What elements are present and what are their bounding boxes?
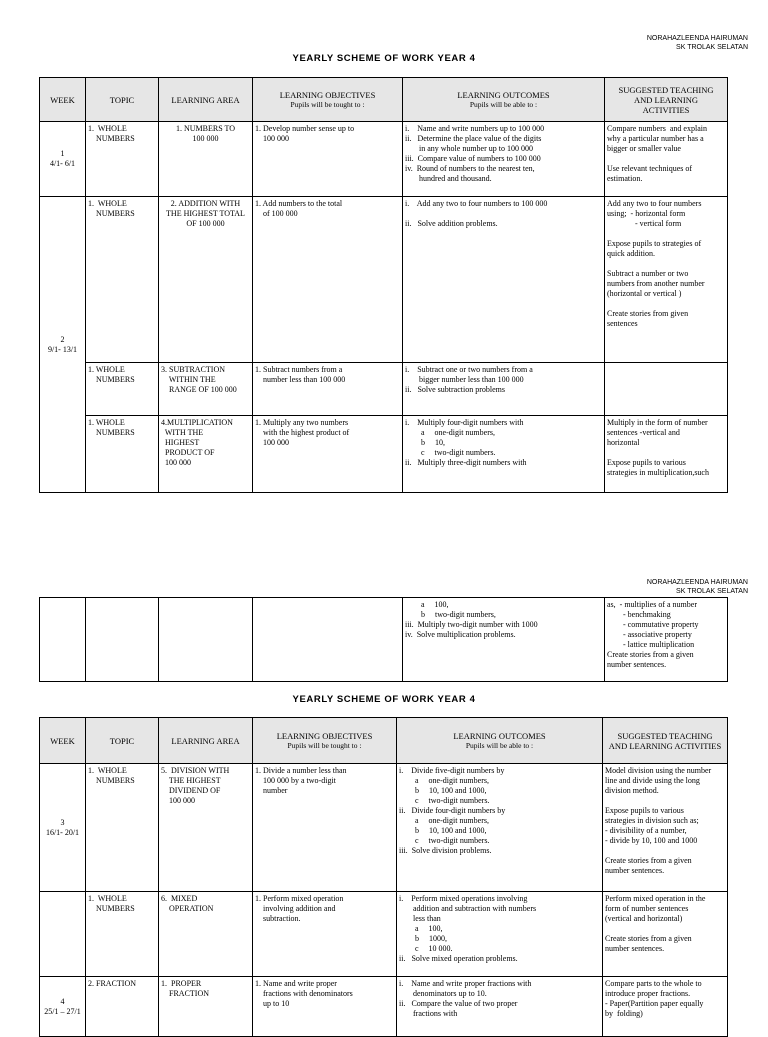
header-activities: SUGGESTED TEACHING AND LEARNING ACTIVITIES [605,78,728,122]
topic-cell: 1. WHOLE NUMBERS [86,122,159,197]
outcomes-cell: i. Name and write numbers up to 100 000 ii. Determine the place value of the digits in any whole number up to 100 000 iii. Compare value of numbers to 100 000 iv. Round of numbers to the nearest ten, hundred and thousand. [403,122,605,197]
objectives-cell [253,598,403,682]
header-week: WEEK [40,78,86,122]
scheme-table-2 [39,717,728,1037]
table-header-row [40,78,728,122]
activities-cell: Perform mixed operation in the form of number sentences (vertical and horizontal) Create stories from a given number sentences. [603,892,728,977]
activities-cell: Compare parts to the whole to introduce proper fractions. - Paper(Partition paper equally by folding) [603,977,728,1037]
learning-area-cell: 4.MULTIPLICATION WITH THE HIGHEST PRODUCT OF 100 000 [159,416,253,493]
scheme-table-1 [39,77,728,493]
header-activities: SUGGESTED TEACHING AND LEARNING ACTIVITIES [603,718,728,764]
objectives-cell: 1. Develop number sense up to 100 000 [253,122,403,197]
activities-cell [605,363,728,416]
topic-cell: 1. WHOLE NUMBERS [86,416,159,493]
header-topic: TOPIC [86,78,159,122]
activities-cell: Compare numbers and explain why a particular number has a bigger or smaller value Use relevant techniques of estimation. [605,122,728,197]
header-topic: TOPIC [86,718,159,764]
header-learning-area: LEARNING AREA [159,718,253,764]
learning-area-cell: 3. SUBTRACTION WITHIN THE RANGE OF 100 000 [159,363,253,416]
table-row [40,363,728,416]
page-title: YEARLY SCHEME OF WORK YEAR 4 [292,53,476,64]
week-cell: 3 16/1- 20/1 [40,764,86,892]
topic-cell: 1. WHOLE NUMBERS [86,892,159,977]
learning-area-cell: 6. MIXED OPERATION [159,892,253,977]
header-objectives [253,78,403,122]
week-cell: 4 25/1 – 27/1 [40,977,86,1037]
table-row [40,977,728,1037]
header-outcomes-sub: Pupils will be able to : [465,740,534,750]
activities-cell: Add any two to four numbers using; - horizontal form - vertical form Expose pupils to strategies of quick addition. Subtract a number or two numbers from another number (horizontal or vertical ) Create stories from given sentences [605,197,728,363]
table-row [40,764,728,892]
activities-cell: as, - multiplies of a number - benchmaking - commutative property - associative property - lattice multiplication Create stories from a given number sentences. [605,598,728,682]
header-objectives-sub: Pupils will be tought to : [287,740,362,750]
header-week: WEEK [40,718,86,764]
learning-area-cell: 1. NUMBERS TO 100 000 [159,122,253,197]
objectives-cell: 1. Multiply any two numbers with the highest product of 100 000 [253,416,403,493]
table-row [40,598,728,682]
header-outcomes [403,78,605,122]
header-outcomes [397,718,603,764]
header-outcomes-sub: Pupils will be able to : [469,99,538,109]
header-objectives-label: LEARNING OBJECTIVES [279,89,376,100]
header-learning-area: LEARNING AREA [159,78,253,122]
author-name: NORAHAZLEENDA HAIRUMAN [646,35,748,42]
outcomes-cell: i. Name and write proper fractions with denominators up to 10. ii. Compare the value of two proper fractions with [397,977,603,1037]
header-outcomes-label: LEARNING OUTCOMES [453,730,546,741]
outcomes-cell: i. Add any two to four numbers to 100 000 ii. Solve addition problems. [403,197,605,363]
outcomes-cell: i. Perform mixed operations involving addition and subtraction with numbers less than a 100, b 1000, c 10 000. ii. Solve mixed operation problems. [397,892,603,977]
table-header-row [40,718,728,764]
author-block [647,34,748,52]
outcomes-cell: a 100, b two-digit numbers, iii. Multiply two-digit number with 1000 iv. Solve multiplication problems. [403,598,605,682]
table-row [40,197,728,363]
outcomes-cell: i. Subtract one or two numbers from a bigger number less than 100 000 ii. Solve subtraction problems [403,363,605,416]
learning-area-cell: 5. DIVISION WITH THE HIGHEST DIVIDEND OF 100 000 [159,764,253,892]
author-school: SK TROLAK SELATAN [676,588,748,595]
author-block-2 [647,578,748,596]
learning-area-cell: 1. PROPER FRACTION [159,977,253,1037]
header-objectives-sub: Pupils will be tought to : [290,99,365,109]
topic-cell: 1. WHOLE NUMBERS [86,197,159,363]
author-name: NORAHAZLEENDA HAIRUMAN [646,579,748,586]
objectives-cell: 1. Add numbers to the total of 100 000 [253,197,403,363]
outcomes-cell: i. Divide five-digit numbers by a one-digit numbers, b 10, 100 and 1000, c two-digit numbers. ii. Divide four-digit numbers by a one-digit numbers, b 10, 100 and 1000, c two-digit numbers. iii. Solve division problems. [397,764,603,892]
header-outcomes-label: LEARNING OUTCOMES [457,89,550,100]
activities-cell: Multiply in the form of number sentences -vertical and horizontal Expose pupils to various strategies in multiplication,such [605,416,728,493]
header-objectives-label: LEARNING OBJECTIVES [276,730,373,741]
objectives-cell: 1. Name and write proper fractions with denominators up to 10 [253,977,397,1037]
objectives-cell: 1. Subtract numbers from a number less than 100 000 [253,363,403,416]
table-row [40,416,728,493]
objectives-cell: 1. Divide a number less than 100 000 by a two-digit number [253,764,397,892]
topic-cell [86,598,159,682]
learning-area-cell: 2. ADDITION WITH THE HIGHEST TOTAL OF 100 000 [159,197,253,363]
learning-area-cell [159,598,253,682]
table-row [40,122,728,197]
outcomes-cell: i. Multiply four-digit numbers with a one-digit numbers, b 10, c two-digit numbers. ii. Multiply three-digit numbers with [403,416,605,493]
week-cell: 2 9/1- 13/1 [40,197,86,493]
week-cell [40,598,86,682]
week-cell: 1 4/1- 6/1 [40,122,86,197]
scheme-table-continuation [39,597,728,682]
week-cell [40,892,86,977]
page-title-2: YEARLY SCHEME OF WORK YEAR 4 [292,694,476,705]
topic-cell: 1. WHOLE NUMBERS [86,363,159,416]
activities-cell: Model division using the number line and divide using the long division method. Expose pupils to various strategies in division such as; - divisibility of a number, - divide by 10, 100 and 1000 Create stories from a given number sentences. [603,764,728,892]
header-objectives [253,718,397,764]
objectives-cell: 1. Perform mixed operation involving addition and subtraction. [253,892,397,977]
table-row [40,892,728,977]
author-school: SK TROLAK SELATAN [676,44,748,51]
topic-cell: 1. WHOLE NUMBERS [86,764,159,892]
topic-cell: 2. FRACTION [86,977,159,1037]
